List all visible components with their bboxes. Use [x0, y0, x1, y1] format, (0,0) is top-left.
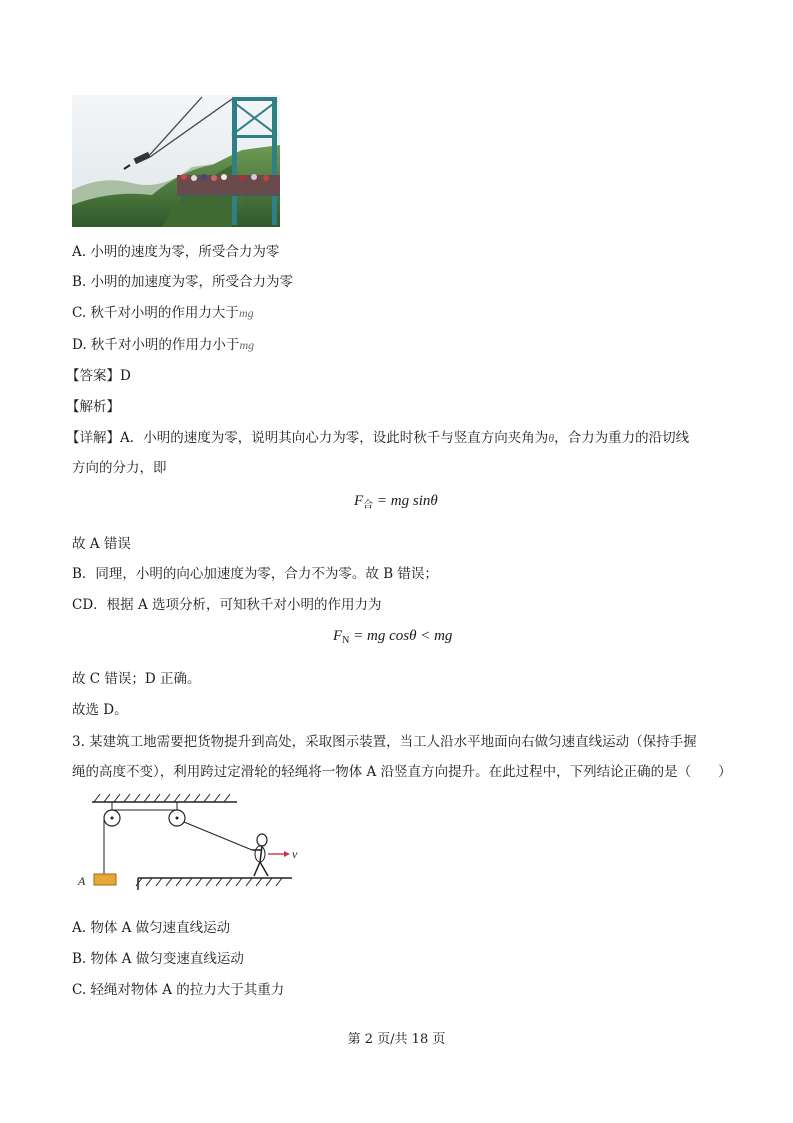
choose-d: 故选 D。	[72, 702, 128, 718]
eq1-lhs: F	[354, 493, 364, 509]
equation-1	[354, 493, 438, 511]
detail-line-1	[66, 429, 689, 447]
option-b: B. 小明的加速度为零，所受合力为零	[72, 274, 294, 290]
eq1-rhs: = mg sinθ	[376, 493, 438, 509]
eq2-lhs: F	[333, 628, 343, 644]
option-d	[72, 336, 254, 354]
option-c-text: C. 秋千对小明的作用力大于	[72, 305, 239, 321]
q3-line-1: 3. 某建筑工地需要把货物提升到高处，采取图示装置，当工人沿水平地面向右做匀速直线运动（保持手握	[72, 734, 697, 750]
q3-option-c: C. 轻绳对物体 A 的拉力大于其重力	[72, 982, 285, 998]
equation-2	[333, 628, 452, 646]
detail-line-1a: 【详解】A．小明的速度为零，说明其向心力为零，设此时秋千与竖直方向夹角为	[66, 430, 549, 446]
answer: 【答案】D	[66, 368, 131, 384]
q3-option-b: B. 物体 A 做匀变速直线运动	[72, 951, 244, 967]
b-line: B．同理，小明的向心加速度为零，合力不为零。故 B 错误；	[72, 566, 438, 582]
cd-result: 故 C 错误；D 正确。	[72, 671, 201, 687]
option-c	[72, 304, 254, 322]
a-wrong: 故 A 错误	[72, 536, 131, 552]
detail-line-2: 方向的分力，即	[72, 460, 167, 476]
eq1-sub: 合	[363, 500, 374, 511]
label-v: v	[292, 847, 298, 861]
option-a: A. 小明的速度为零，所受合力为零	[72, 244, 280, 260]
page-footer: 第 2 页/共 18 页	[347, 1032, 446, 1047]
eq2-sub: N	[342, 635, 350, 646]
swing-photo	[72, 95, 280, 227]
option-d-text: D. 秋千对小明的作用力小于	[72, 337, 240, 353]
pulley-figure	[72, 790, 302, 900]
cd-line: CD．根据 A 选项分析，可知秋千对小明的作用力为	[72, 597, 382, 613]
option-d-mg: mg	[239, 338, 255, 352]
label-a: A	[78, 874, 86, 888]
eq2-rhs: = mg cosθ < mg	[353, 628, 453, 644]
theta-symbol: θ	[548, 431, 555, 445]
q3-option-a: A. 物体 A 做匀速直线运动	[72, 920, 231, 936]
option-c-mg: mg	[238, 306, 254, 320]
q3-line-2: 绳的高度不变），利用跨过定滑轮的轻绳将一物体 A 沿竖直方向提升。在此过程中，下列结论正确的是（ ）	[72, 764, 732, 780]
detail-line-1b: ，合力为重力的沿切线	[554, 430, 690, 446]
analysis-label: 【解析】	[66, 399, 120, 415]
